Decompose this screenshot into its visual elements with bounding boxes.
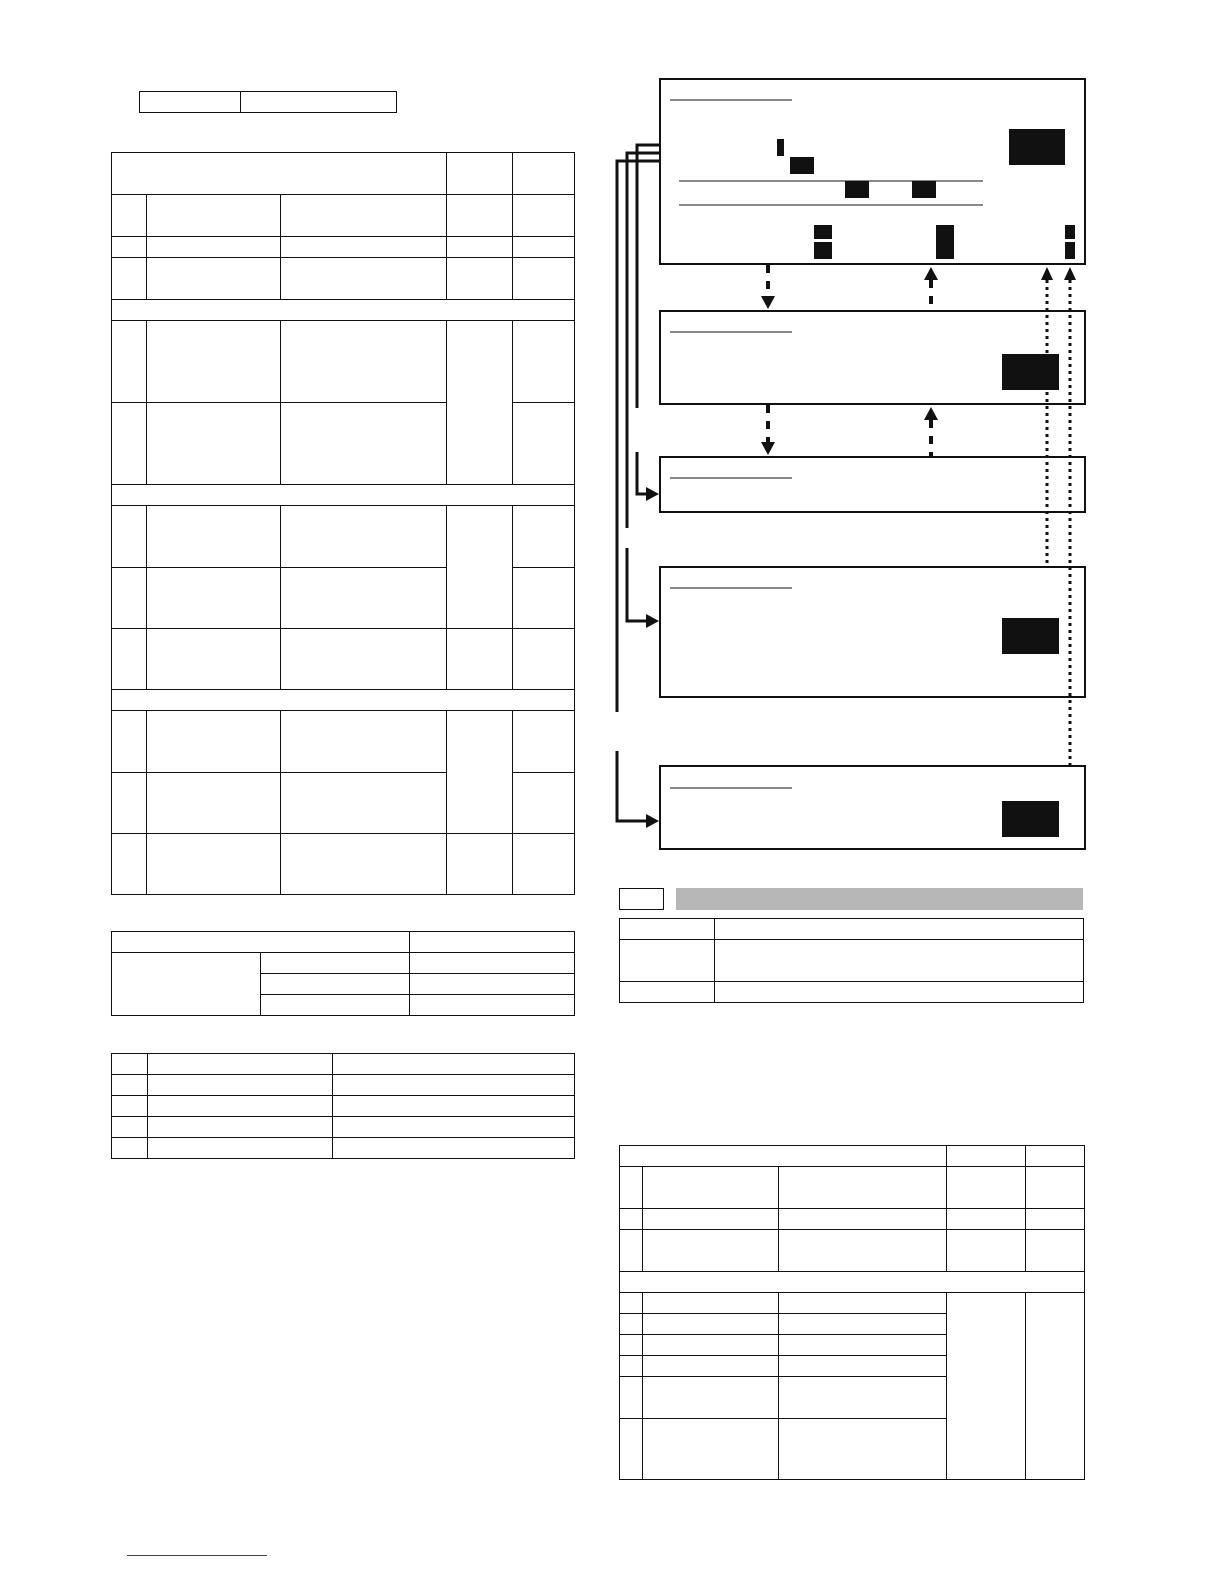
table-cell (779, 1167, 947, 1209)
table-cell (620, 1146, 947, 1167)
table-cell (947, 1146, 1026, 1167)
table-cell (643, 1419, 779, 1480)
table-cell (620, 1356, 643, 1377)
right-section-table (619, 918, 1084, 1003)
table-cell (947, 1293, 1026, 1480)
screen-5 (660, 766, 1085, 849)
table-cell (643, 1356, 779, 1377)
table-cell (779, 1293, 947, 1314)
solid-arrow-screen-3 (637, 452, 659, 501)
table-row (620, 1167, 1085, 1209)
table-cell (620, 1314, 643, 1335)
table-cell (715, 919, 1084, 940)
table-cell (620, 1293, 643, 1314)
table-cell (779, 1335, 947, 1356)
table-cell (620, 1419, 643, 1480)
table-cell (1026, 1146, 1085, 1167)
table-cell (643, 1293, 779, 1314)
table-cell (1026, 1293, 1085, 1480)
table-cell (643, 1167, 779, 1209)
table-cell (643, 1230, 779, 1272)
table-cell (779, 1419, 947, 1480)
table-cell (643, 1335, 779, 1356)
table-row (620, 982, 1084, 1003)
screen-1 (660, 79, 1085, 264)
screen-4 (660, 567, 1085, 697)
section-header-bar (676, 888, 1083, 910)
table-cell (620, 1272, 1085, 1293)
solid-arrow-screen-5 (617, 751, 659, 828)
table-section-row (620, 1272, 1085, 1293)
solid-arrow-screen-4 (627, 548, 659, 628)
dashed-down-arrow-2 (761, 405, 775, 455)
table-row (620, 919, 1084, 940)
right-bottom-table (619, 1145, 1085, 1480)
section-label-box (619, 888, 664, 910)
table-cell (779, 1314, 947, 1335)
table-cell (1026, 1167, 1085, 1209)
table-cell (620, 982, 715, 1003)
table-cell (620, 919, 715, 940)
table-row (620, 940, 1084, 982)
table-cell (779, 1377, 947, 1419)
table-cell (620, 1209, 643, 1230)
table-row (620, 1146, 1085, 1167)
table-cell (947, 1230, 1026, 1272)
table-row (620, 1230, 1085, 1272)
table-cell (715, 982, 1084, 1003)
table-cell (1026, 1209, 1085, 1230)
table-cell (620, 1230, 643, 1272)
table-cell (779, 1230, 947, 1272)
table-cell (620, 1335, 643, 1356)
dashed-up-arrow-1 (924, 267, 938, 310)
table-cell (715, 940, 1084, 982)
table-cell (779, 1356, 947, 1377)
screen-3 (660, 457, 1085, 512)
table-cell (643, 1314, 779, 1335)
table-cell (947, 1167, 1026, 1209)
table-cell (947, 1209, 1026, 1230)
table-cell (620, 1377, 643, 1419)
table-cell (620, 940, 715, 982)
solid-connector-lines (617, 145, 660, 712)
footer-link[interactable] (127, 1555, 267, 1556)
dashed-down-arrow-1 (761, 265, 775, 309)
table-cell (643, 1377, 779, 1419)
table-cell (620, 1167, 643, 1209)
table-row (620, 1209, 1085, 1230)
screen-1-block (1009, 129, 1065, 165)
dashed-up-arrow-2 (924, 407, 938, 456)
table-row (620, 1293, 1085, 1314)
table-cell (1026, 1230, 1085, 1272)
table-cell (643, 1209, 779, 1230)
screen-2 (660, 311, 1085, 404)
table-cell (779, 1209, 947, 1230)
